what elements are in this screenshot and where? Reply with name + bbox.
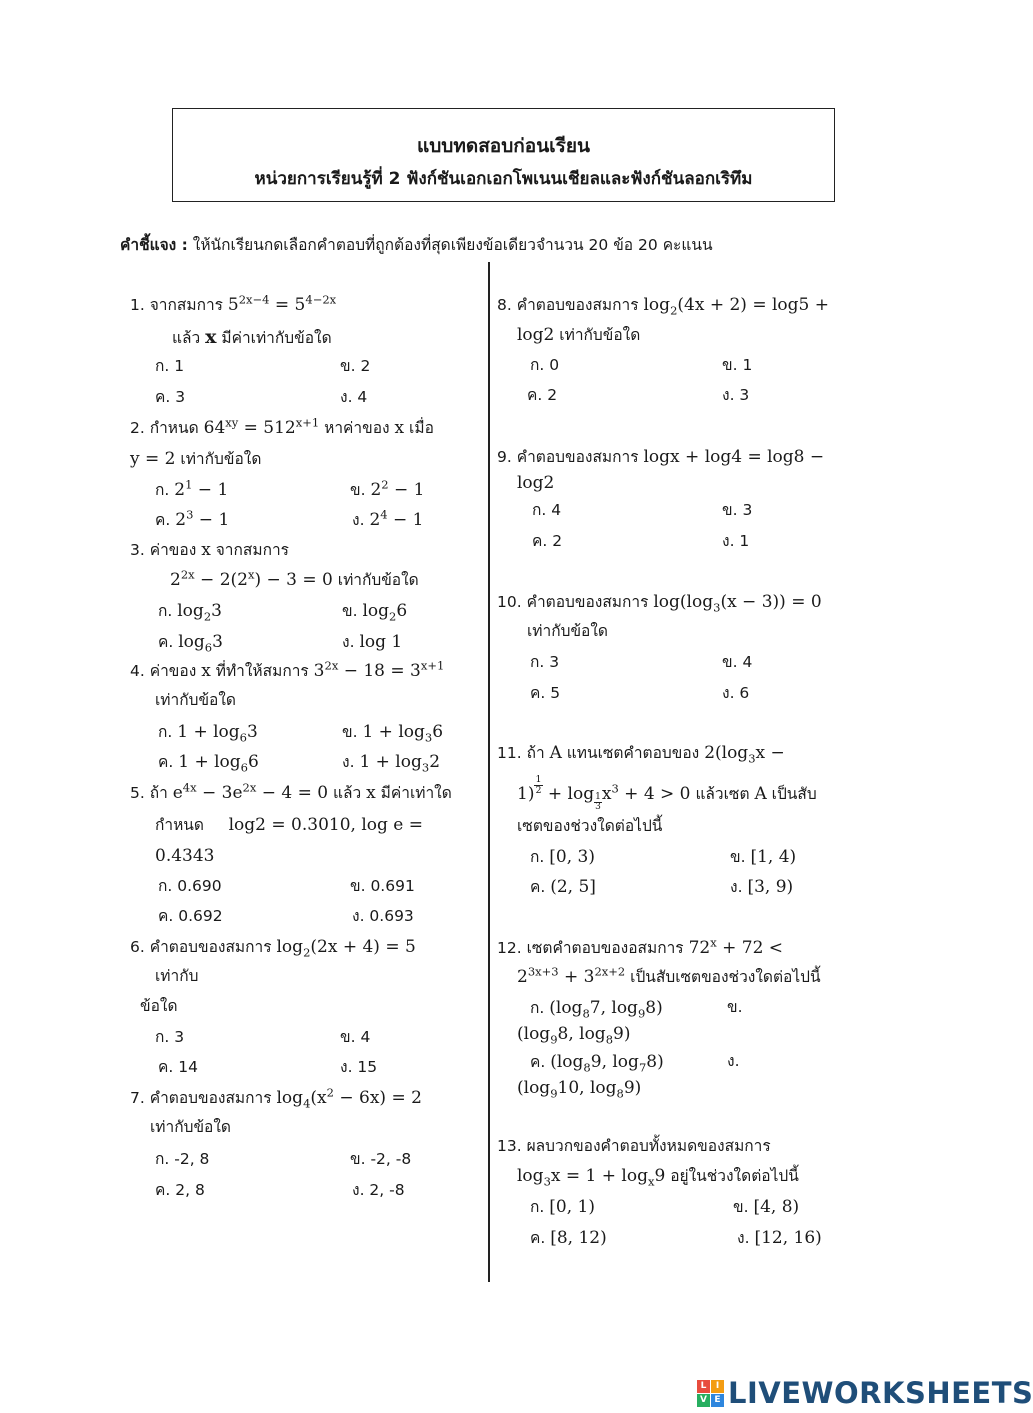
option-13-b[interactable]: ข. [4, 8) — [733, 1197, 800, 1217]
option-9-b[interactable]: ข. 3 — [722, 501, 753, 519]
question-13-line-2: $\log_3x = 1 + \log_x9$ อยู่ในช่วงใดต่อไปนี้ — [517, 1166, 799, 1189]
question-9-line-2: log2 — [517, 473, 555, 493]
option-6-c[interactable]: ค. 14 — [158, 1058, 198, 1076]
option-7-a[interactable]: ก. -2, 8 — [155, 1150, 210, 1168]
instructions — [120, 232, 713, 257]
option-13-a[interactable]: ก. [0, 1) — [530, 1197, 595, 1217]
question-4-line-2: เท่ากับข้อใด — [155, 691, 236, 709]
option-1-d[interactable]: ง. 4 — [340, 388, 368, 406]
option-7-b[interactable]: ข. -2, -8 — [350, 1150, 412, 1168]
option-6-b[interactable]: ข. 4 — [340, 1028, 371, 1046]
option-5-c[interactable]: ค. 0.692 — [158, 907, 223, 925]
logo-mark-icon — [697, 1380, 724, 1407]
option-4-b[interactable]: ข. $1 + \log_36$ — [342, 722, 444, 745]
option-9-c[interactable]: ค. 2 — [532, 532, 563, 550]
option-10-c[interactable]: ค. 5 — [530, 684, 561, 702]
option-13-d[interactable]: ง. [12, 16) — [737, 1228, 822, 1248]
option-8-d[interactable]: ง. 3 — [722, 386, 750, 404]
instructions-text: ให้นักเรียนกดเลือกคำตอบที่ถูกต้องที่สุดเพียงข้อเดียวจำนวน 20 ข้อ 20 คะแนน — [192, 236, 713, 254]
option-2-c[interactable]: ค. $2^3 - 1$ — [155, 507, 230, 530]
question-6-line-2: เท่ากับ — [155, 967, 199, 985]
option-11-d[interactable]: ง. [3, 9) — [730, 877, 794, 897]
question-5: 5. ถ้า $e^{4x} - 3e^{2x} - 4 = 0$ แล้ว x มีค่าเท่าใด — [130, 780, 452, 803]
option-3-d[interactable]: ง. log 1 — [342, 632, 403, 652]
option-10-d[interactable]: ง. 6 — [722, 684, 750, 702]
question-5-line-3: 0.4343 — [155, 846, 215, 866]
option-3-a[interactable]: ก. $\log_23$ — [158, 601, 222, 624]
question-1-line-2: แล้ว x มีค่าเท่ากับข้อใด — [172, 326, 332, 348]
question-4: 4. ค่าของ x ที่ทำให้สมการ $3^{2x} - 18 = 3^{x+1}$ — [130, 658, 445, 681]
question-8-line-2: log2 เท่ากับข้อใด — [517, 325, 641, 345]
question-6: 6. คำตอบของสมการ $\log_2(2x + 4) = 5$ — [130, 937, 416, 960]
option-12-d-label[interactable]: ง. — [727, 1052, 740, 1070]
question-2-line-2: y = 2 เท่ากับข้อใด — [130, 449, 262, 469]
question-2: 2. กำหนด $64^{xy} = 512^{x+1}$ หาค่าของ x เมื่อ — [130, 415, 434, 438]
question-6-line-3: ข้อใด — [140, 997, 178, 1015]
instructions-label: คำชี้แจง : — [120, 236, 188, 254]
question-10: 10. คำตอบของสมการ $\log(\log_3(x - 3)) = 0$ — [497, 592, 822, 615]
option-8-b[interactable]: ข. 1 — [722, 356, 753, 374]
question-11-line-3: เซตของช่วงใดต่อไปนี้ — [517, 817, 663, 835]
option-1-b[interactable]: ข. 2 — [340, 357, 371, 375]
option-10-b[interactable]: ข. 4 — [722, 653, 753, 671]
option-5-d[interactable]: ง. 0.693 — [352, 907, 414, 925]
title-box — [172, 108, 835, 202]
logo-mark-cell: V — [697, 1394, 710, 1407]
option-4-a[interactable]: ก. $1 + \log_63$ — [158, 722, 258, 745]
option-12-c[interactable]: ค. ($\log_89$, $\log_78$) — [530, 1052, 664, 1075]
option-1-a[interactable]: ก. 1 — [155, 357, 185, 375]
question-12: 12. เซตคำตอบของอสมการ $72^x + 72$ < — [497, 935, 784, 958]
option-13-c[interactable]: ค. [8, 12) — [530, 1228, 607, 1248]
question-5-line-2: กำหนด log2 = 0.3010, log e = — [155, 815, 423, 835]
logo-mark-cell: E — [711, 1394, 724, 1407]
option-3-c[interactable]: ค. $\log_63$ — [158, 632, 223, 655]
option-11-a[interactable]: ก. [0, 3) — [530, 847, 595, 867]
option-7-c[interactable]: ค. 2, 8 — [155, 1181, 205, 1199]
question-10-line-2: เท่ากับข้อใด — [527, 622, 608, 640]
option-5-b[interactable]: ข. 0.691 — [350, 877, 415, 895]
column-divider — [488, 262, 490, 1282]
option-7-d[interactable]: ง. 2, -8 — [352, 1181, 405, 1199]
option-2-a[interactable]: ก. $2^1 - 1$ — [155, 477, 229, 500]
option-11-b[interactable]: ข. [1, 4) — [730, 847, 797, 867]
page-title: แบบทดสอบก่อนเรียน — [416, 135, 591, 157]
option-12-a[interactable]: ก. ($\log_87$, $\log_98$) — [530, 998, 663, 1021]
liveworksheets-logo — [697, 1376, 1033, 1410]
question-12-line-2: $2^{3x+3} + 3^{2x+2}$ เป็นสับเซตของช่วงใดต่อไปนี้ — [517, 964, 821, 987]
option-8-a[interactable]: ก. 0 — [530, 356, 560, 374]
option-10-a[interactable]: ก. 3 — [530, 653, 560, 671]
option-4-d[interactable]: ง. $1 + \log_32$ — [342, 752, 441, 775]
brand-text: LIVEWORKSHEETS — [728, 1376, 1033, 1410]
question-7: 7. คำตอบของสมการ $\log_4(x^2 - 6x) = 2$ — [130, 1085, 422, 1111]
option-9-d[interactable]: ง. 1 — [722, 532, 750, 550]
option-2-d[interactable]: ง. $2^4 - 1$ — [352, 507, 424, 530]
logo-mark-cell: I — [711, 1380, 724, 1393]
page-subtitle: หน่วยการเรียนรู้ที่ 2 ฟังก์ชันเอกเอกโพเนนเชียลและฟังก์ชันลอกเริทึม — [254, 169, 753, 189]
question-8: 8. คำตอบของสมการ $\log_2(4x + 2) = \log 5$ + — [497, 295, 829, 318]
question-1: 1. จากสมการ $5^{2x-4} = 5^{4-2x}$ — [130, 292, 337, 315]
question-11: 11. ถ้า A แทนเซตคำตอบของ $2(\log_3x$ − — [497, 743, 785, 766]
question-7-line-2: เท่ากับข้อใด — [150, 1118, 231, 1136]
option-2-b[interactable]: ข. $2^2 - 1$ — [350, 477, 425, 500]
option-9-a[interactable]: ก. 4 — [532, 501, 562, 519]
question-9: 9. คำตอบของสมการ logx + log4 = log8 − — [497, 447, 825, 467]
option-5-a[interactable]: ก. 0.690 — [158, 877, 222, 895]
logo-mark-cell: L — [697, 1380, 710, 1393]
question-11-line-2: 1) $\frac{1}{2}$ + log $\frac{1}{3}$ $x^3 + 4 > 0$ แล้วเซต A เป็นสับ — [517, 774, 817, 813]
option-6-d[interactable]: ง. 15 — [340, 1058, 378, 1076]
option-4-c[interactable]: ค. $1 + \log_66$ — [158, 752, 259, 775]
option-11-c[interactable]: ค. (2, 5] — [530, 877, 596, 897]
option-3-b[interactable]: ข. $\log_26$ — [342, 601, 408, 624]
question-3: 3. ค่าของ x จากสมการ — [130, 540, 289, 560]
question-3-line-2: $2^{2x} - 2(2^x) - 3 = 0$ เท่ากับข้อใด — [170, 567, 419, 590]
question-13: 13. ผลบวกของคำตอบทั้งหมดของสมการ — [497, 1137, 771, 1155]
option-8-c[interactable]: ค. 2 — [527, 386, 558, 404]
option-12-b[interactable]: ($\log_98$, $\log_89$) — [517, 1024, 631, 1047]
option-1-c[interactable]: ค. 3 — [155, 388, 186, 406]
option-12-b-label[interactable]: ข. — [727, 998, 743, 1016]
option-12-d[interactable]: ($\log_910$, $\log_89$) — [517, 1078, 642, 1101]
option-6-a[interactable]: ก. 3 — [155, 1028, 185, 1046]
